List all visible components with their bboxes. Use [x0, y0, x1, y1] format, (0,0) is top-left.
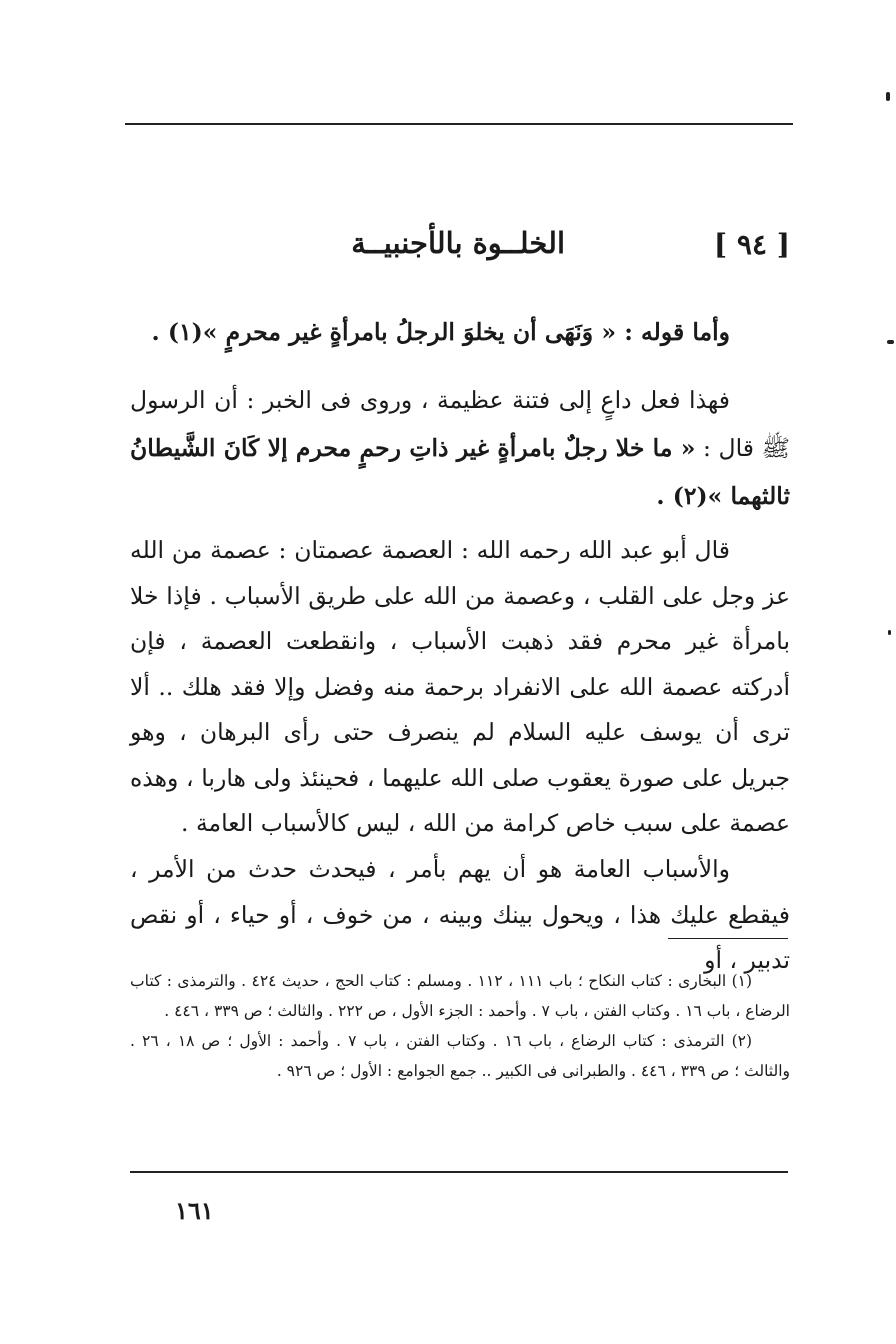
page-number: ١٦١	[175, 1196, 214, 1225]
scan-speck-lower	[888, 630, 891, 635]
chapter-number: [ ٩٤ ]	[713, 228, 790, 261]
paragraph-2-lead: فهذا فعل داعٍ إلى فتنة عظيمة ، وروى فى الخبر : أن الرسول ﷺ قال :	[130, 386, 790, 462]
paragraph-1	[130, 310, 790, 356]
chapter-heading	[130, 222, 790, 272]
paragraph-2	[130, 376, 790, 520]
footnotes	[130, 966, 790, 1086]
chapter-title: الخلــوة بالأجنبيــة	[351, 226, 565, 260]
scan-speck-middle	[887, 340, 894, 344]
paragraph-4	[130, 847, 790, 984]
footnote-separator	[668, 938, 788, 939]
scan-speck-top	[886, 92, 890, 101]
paragraph-3-text: قال أبو عبد الله رحمه الله : العصمة عصمتان : عصمة من الله عز وجل على القلب ، وعصمة من الله على طريق الأسباب . فإذا خلا بامرأة غير محرم فقد ذهبت الأسباب ، وانقطعت العصمة ، فإن أدركته عصمة الله على الانفراد برحمة منه وفضل وإلا فقد هلك .. ألا ترى أن يوسف عليه السلام لم ينصرف حتى رأى البرهان ، وهو جبريل على صورة يعقوب صلى الله عليهما ، فحينئذ ولى هاربا ، وهذه عصمة على سبب خاص كرامة من الله ، ليس كالأسباب العامة .	[130, 536, 790, 837]
paragraph-3	[130, 528, 790, 847]
footnote-2: (٢) الترمذى : كتاب الرضاع ، باب ١٦ . وكتاب الفتن ، باب ٧ . وأحمد : الأول ؛ ص ١٨ ، ٢٦ . والثالث ؛ ص ٣٣٩ ، ٤٤٦ . والطبرانى فى الكبير .. جمع الجوامع : الأول ؛ ص ٩٢٦ .	[130, 1032, 790, 1080]
hadith-text: « ما خلا رجلٌ بامرأةٍ غير ذاتِ رحمٍ محرم إلا كَانَ الشَّيطانُ ثالثهما »(٢) .	[130, 434, 790, 510]
bottom-rule	[130, 1171, 788, 1173]
top-rule	[125, 123, 793, 125]
quoted-saying: وأما قوله : « وَنَهَى أن يخلوَ الرجلُ بامرأةٍ غير محرمٍ »(١) .	[151, 318, 730, 346]
paragraph-2-text	[130, 376, 790, 520]
paragraph-4-text: والأسباب العامة هو أن يهم بأمر ، فيحدث حدث من الأمر ، فيقطع عليك هذا ، ويحول بينك وبينه ، من خوف ، أو حياء ، أو نقص تدبير ، أو	[130, 855, 790, 974]
footnote-1: (١) البخارى : كتاب النكاح ؛ باب ١١١ ، ١١٢ . ومسلم : كتاب الحج ، حديث ٤٢٤ . والترمذى : كتاب الرضاع ، باب ١٦ . وكتاب الفتن ، باب ٧ . وأحمد : الجزء الأول ، ص ٢٢٢ . والثالث ؛ ص ٣٣٩ ، ٤٤٦ .	[130, 972, 790, 1020]
